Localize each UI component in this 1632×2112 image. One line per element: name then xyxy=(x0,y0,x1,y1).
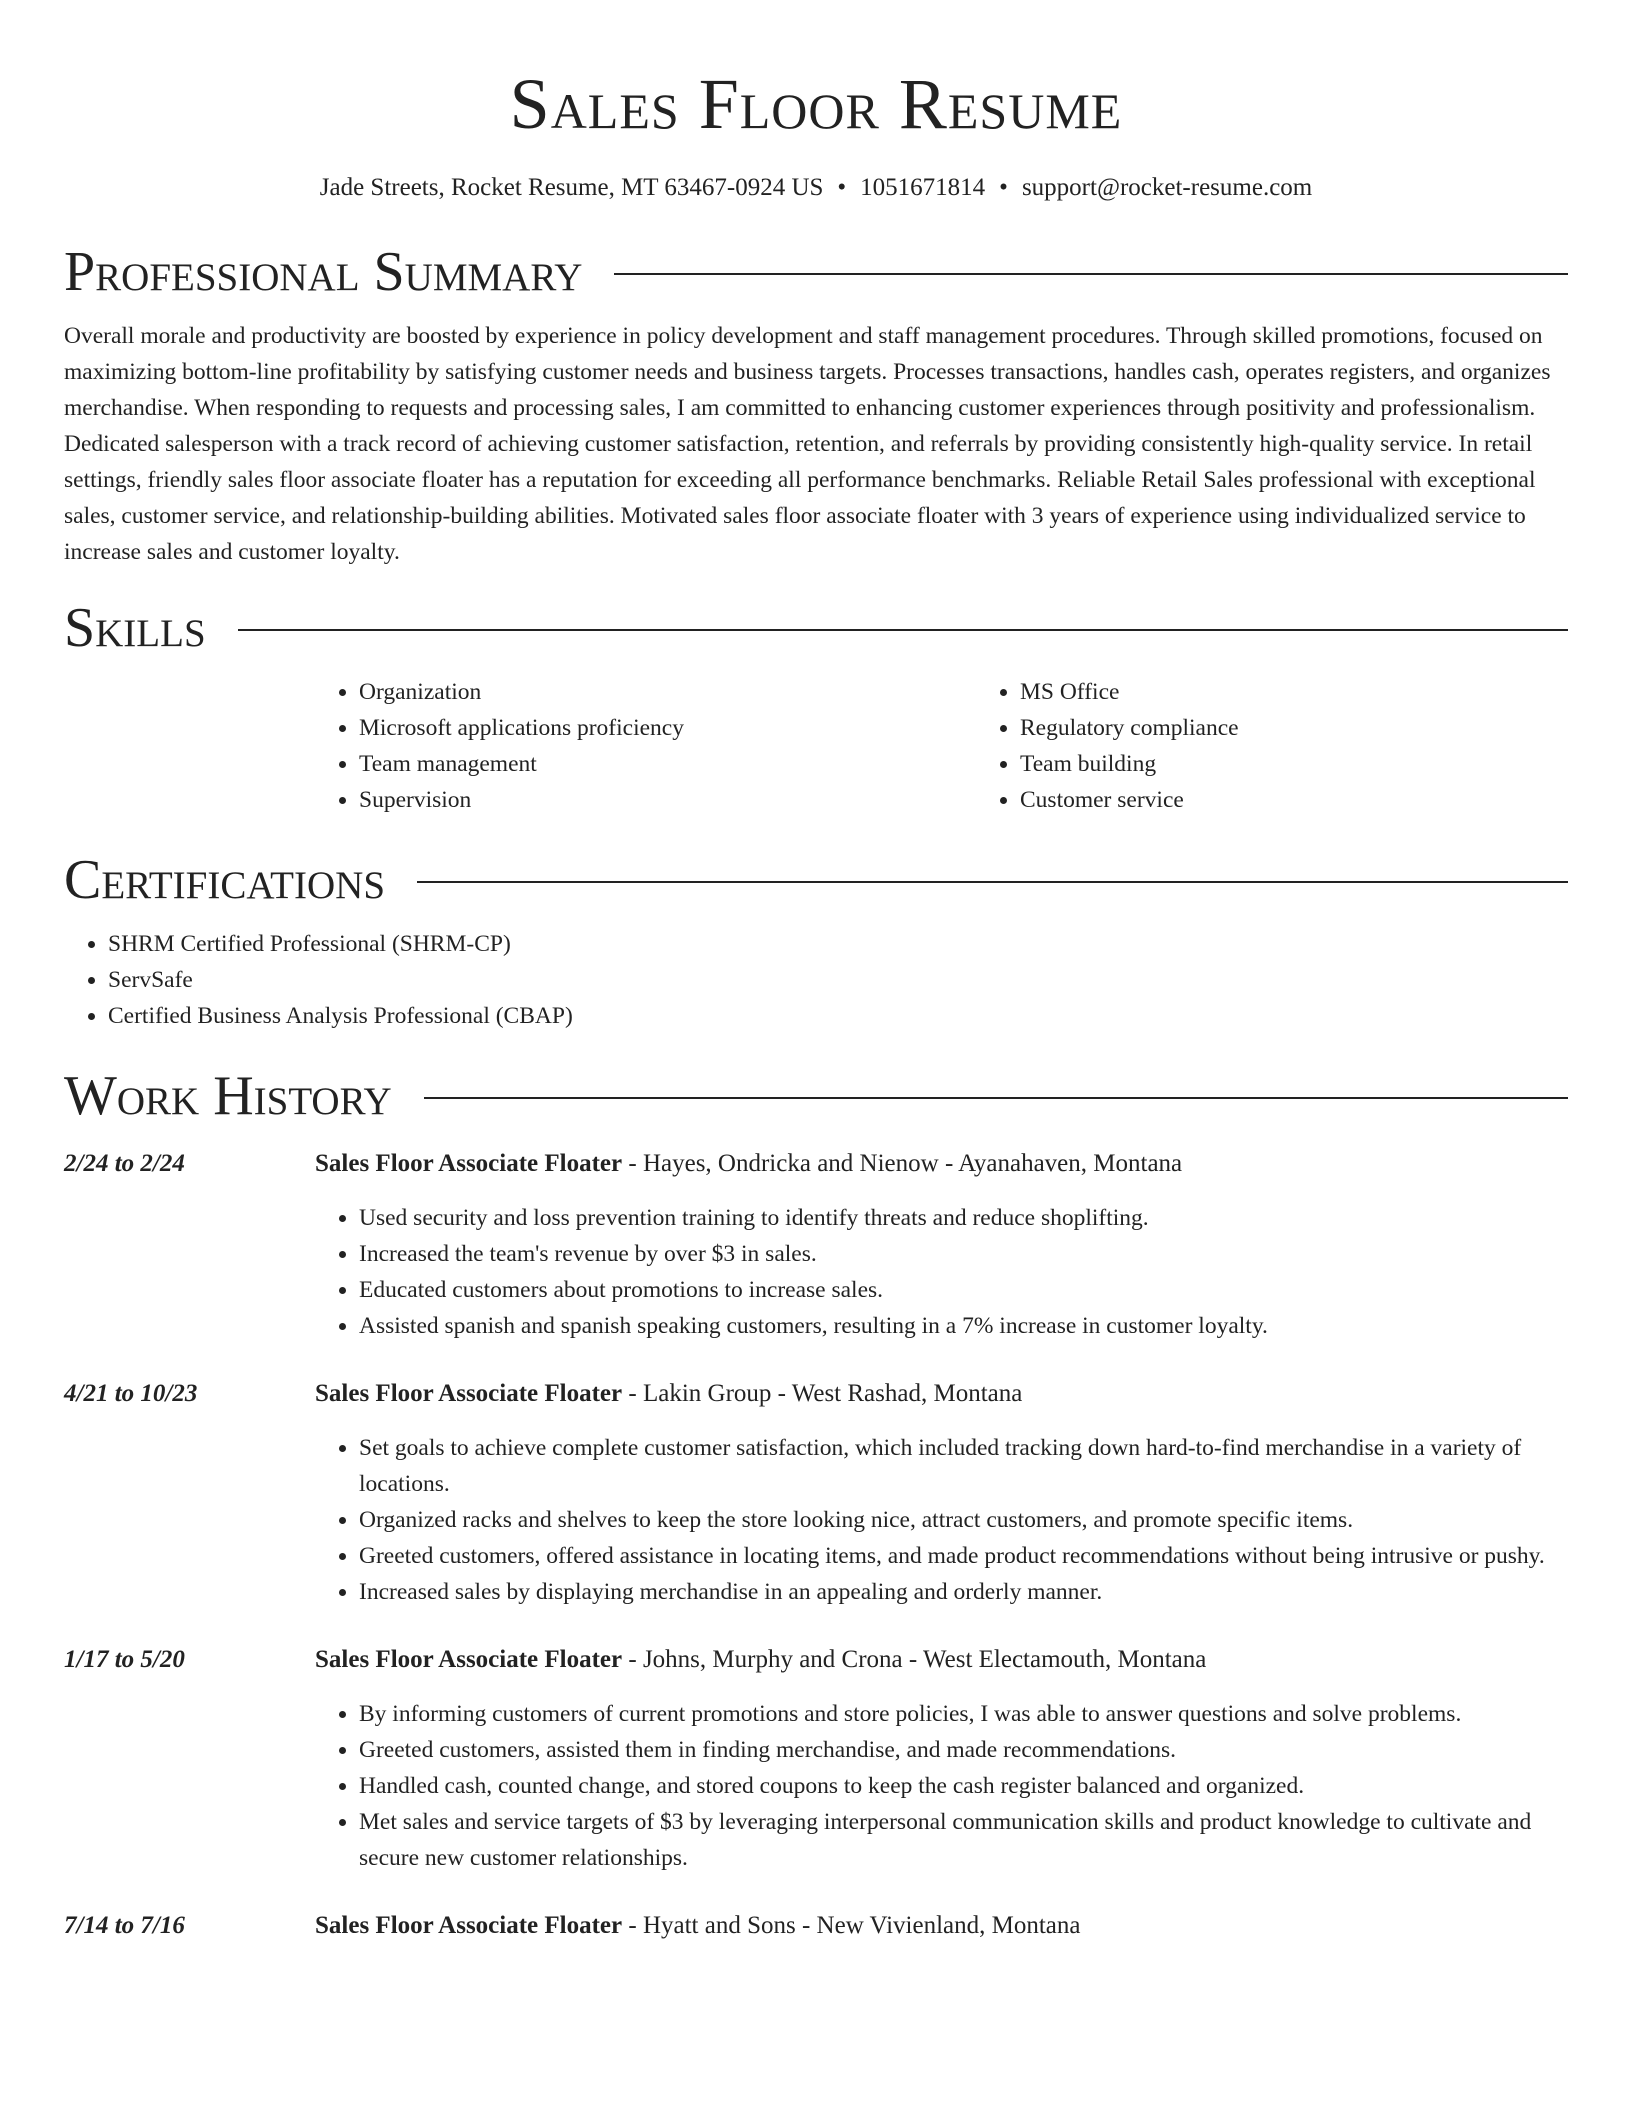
section-heading-summary: Professional Summary xyxy=(64,241,583,303)
section-heading-skills: Skills xyxy=(64,597,206,659)
section-divider xyxy=(614,273,1568,275)
section-divider xyxy=(238,629,1568,631)
job-bullet: • Met sales and service targets of $3 by leveraging interpersonal communication skills and product knowledge to cultivate and secure new customer relationships. xyxy=(359,1804,1568,1876)
job-bullet: • Used security and loss prevention training to identify threats and reduce shoplifting. xyxy=(359,1200,1268,1236)
section-skills-header xyxy=(64,596,1568,660)
certifications-list xyxy=(64,926,1568,1034)
contact-separator: • xyxy=(999,174,1008,201)
job-dates: 2/24 to 2/24 xyxy=(64,1150,185,1177)
job-title-line xyxy=(315,1146,1268,1182)
skills-list xyxy=(315,674,1568,818)
job-body xyxy=(315,1642,1568,1876)
job-bullet: • Organized racks and shelves to keep the store looking nice, attract customers, and promote specific items. xyxy=(359,1502,1568,1538)
job-title-line xyxy=(315,1642,1568,1678)
section-heading-certifications: Certifications xyxy=(64,849,386,911)
contact-phone: 1051671814 xyxy=(860,174,986,201)
job-title: Sales Floor Associate Floater xyxy=(315,1912,623,1939)
job-body xyxy=(315,1146,1268,1344)
skill-item: • Regulatory compliance xyxy=(1020,710,1632,746)
contact-line xyxy=(64,172,1568,204)
job-dates: 1/17 to 5/20 xyxy=(64,1646,185,1673)
job-bullet: • Set goals to achieve complete customer satisfaction, which included tracking down hard-to-find merchandise in a variety of locations. xyxy=(359,1430,1568,1502)
skill-item: • Customer service xyxy=(1020,782,1632,818)
job-entry xyxy=(64,1908,1568,1944)
contact-separator: • xyxy=(837,174,847,201)
job-bullet: • Greeted customers, assisted them in finding merchandise, and made recommendations. xyxy=(359,1732,1568,1768)
job-body xyxy=(315,1376,1568,1610)
section-heading-work-history: Work History xyxy=(64,1065,392,1127)
section-certifications-header xyxy=(64,848,1568,912)
resume-title: Sales Floor Resume xyxy=(509,64,1123,144)
job-employer: - Hayes, Ondricka and Nienow - Ayanahaven, Montana xyxy=(622,1150,1183,1177)
job-bullet: • Increased the team's revenue by over $3 in sales. xyxy=(359,1236,1268,1272)
skill-item: • Microsoft applications proficiency xyxy=(359,710,976,746)
certification-item: • ServSafe xyxy=(108,962,1568,998)
section-summary-header xyxy=(64,240,1568,304)
job-entry xyxy=(64,1376,1568,1610)
section-divider xyxy=(417,881,1568,883)
job-bullet: • By informing customers of current promotions and store policies, I was able to answer questions and solve problems. xyxy=(359,1696,1568,1732)
job-bullets xyxy=(315,1430,1568,1610)
skill-item: • Supervision xyxy=(359,782,976,818)
section-work-history-header xyxy=(64,1064,1568,1128)
job-title-line xyxy=(315,1908,1081,1944)
skill-item: • Organization xyxy=(359,674,976,710)
contact-email: support@rocket-resume.com xyxy=(1021,174,1313,201)
skill-item: • MS Office xyxy=(1020,674,1632,710)
job-title: Sales Floor Associate Floater xyxy=(315,1150,623,1177)
skills-column-left xyxy=(315,674,976,818)
job-title-line xyxy=(315,1376,1568,1412)
section-divider xyxy=(424,1097,1568,1099)
job-bullets xyxy=(315,1696,1568,1876)
job-dates: 4/21 to 10/23 xyxy=(64,1380,198,1407)
job-entry xyxy=(64,1642,1568,1876)
skills-column-right xyxy=(976,674,1632,818)
job-body xyxy=(315,1908,1081,1944)
job-bullet: • Assisted spanish and spanish speaking customers, resulting in a 7% increase in customer loyalty. xyxy=(359,1308,1268,1344)
job-bullet: • Increased sales by displaying merchandise in an appealing and orderly manner. xyxy=(359,1574,1568,1610)
job-bullets xyxy=(315,1200,1268,1344)
job-bullet: • Handled cash, counted change, and stored coupons to keep the cash register balanced and organized. xyxy=(359,1768,1568,1804)
job-employer: - Johns, Murphy and Crona - West Electamouth, Montana xyxy=(622,1646,1207,1673)
job-title: Sales Floor Associate Floater xyxy=(315,1380,623,1407)
certification-item: • Certified Business Analysis Professional (CBAP) xyxy=(108,998,1568,1034)
skill-item: • Team building xyxy=(1020,746,1632,782)
job-title: Sales Floor Associate Floater xyxy=(315,1646,623,1673)
job-entry xyxy=(64,1146,1568,1344)
skill-item: • Team management xyxy=(359,746,976,782)
certification-item: • SHRM Certified Professional (SHRM-CP) xyxy=(108,926,1568,962)
job-employer: - Hyatt and Sons - New Vivienland, Montana xyxy=(622,1912,1081,1939)
contact-address: Jade Streets, Rocket Resume, MT 63467-0924 US xyxy=(319,174,824,201)
summary-text: Overall morale and productivity are boosted by experience in policy development and staff management procedures. Through skilled promotions, focused on maximizing bottom-line profitability by satisfying customer needs and business targets. Processes transactions, handles cash, operates registers, and organizes merchandise. When responding to requests and processing sales, I am committed to enhancing customer experiences through positivity and professionalism. Dedicated salesperson with a track record of achieving customer satisfaction, retention, and referrals by providing consistently high-quality service. In retail settings, friendly sales floor associate floater has a reputation for exceeding all performance benchmarks. Reliable Retail Sales professional with exceptional sales, customer service, and relationship-building abilities. Motivated sales floor associate floater with 3 years of experience using individualized service to increase sales and customer loyalty. xyxy=(64,323,1551,565)
job-dates: 7/14 to 7/16 xyxy=(64,1912,185,1939)
job-employer: - Lakin Group - West Rashad, Montana xyxy=(622,1380,1023,1407)
job-bullet: • Greeted customers, offered assistance in locating items, and made product recommendations without being intrusive or pushy. xyxy=(359,1538,1568,1574)
job-bullet: • Educated customers about promotions to increase sales. xyxy=(359,1272,1268,1308)
